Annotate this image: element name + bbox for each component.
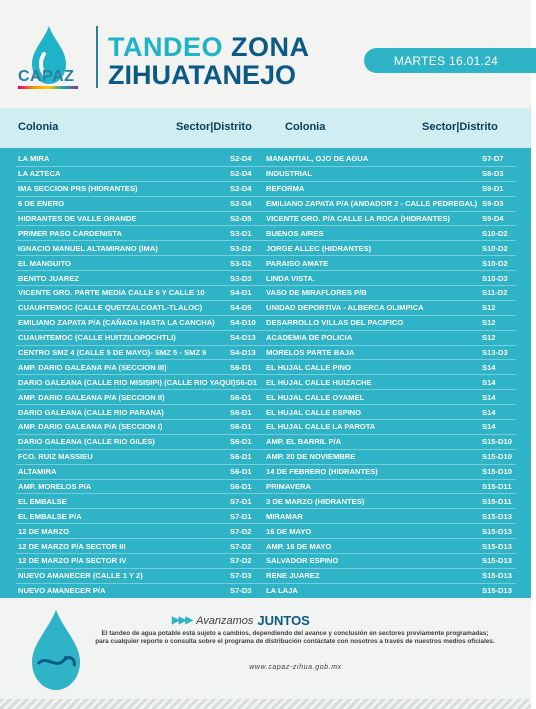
date-badge: MARTES 16.01.24	[364, 48, 536, 73]
colonia-name: UNIDAD DEPORTIVA - ALBERCA OLIMPICA	[266, 303, 424, 313]
sector-code: S7-D2	[230, 541, 252, 551]
sector-code: S6-D1	[230, 422, 252, 432]
table-row	[16, 494, 264, 509]
sector-code: S7-D7	[482, 154, 504, 164]
sector-code: S15-D13	[482, 511, 512, 521]
colonia-name: EMILIANO ZAPATA P/A (ANDADOR 2 - CALLE PEDREGAL)	[266, 199, 478, 209]
left-header-colonia: Colonia	[18, 121, 59, 133]
colonia-name: FCO. RUIZ MASSIEU	[18, 452, 93, 462]
sector-code: S4-D10	[230, 318, 256, 328]
colonia-name: BENITO JUAREZ	[18, 273, 80, 283]
table-row	[264, 212, 516, 227]
table-row	[16, 212, 264, 227]
colonia-name: MIRAMAR	[266, 511, 303, 521]
sector-code: S6-D1	[235, 377, 257, 387]
colonia-name: AMP. 20 DE NOVIEMBRE	[266, 452, 356, 462]
table-row	[264, 554, 516, 569]
colonia-name: ACADEMIA DE POLICIA	[266, 333, 353, 343]
colonia-name: CUAUHTEMOC (CALLE QUETZALCOATL-TLALOC)	[18, 303, 203, 313]
sector-code: S8-D3	[482, 169, 504, 179]
sector-code: S2-D5	[230, 214, 252, 223]
colonia-name: 12 DE MARZO P/A SECTOR III	[18, 541, 126, 551]
table-row	[264, 346, 516, 361]
table-row	[16, 480, 264, 495]
colonia-name: 6 DE ENERO	[18, 199, 64, 209]
table-row	[16, 569, 264, 584]
colonia-name: LA MIRA	[18, 154, 50, 164]
header-divider	[96, 26, 98, 88]
table-row	[16, 554, 264, 569]
slogan	[172, 613, 310, 628]
table-row	[16, 346, 264, 361]
colonia-name: EL EMBALSE P/A	[18, 511, 82, 521]
sector-code: S6-D1	[230, 392, 252, 402]
table-row	[264, 316, 516, 331]
colonia-name: IGNACIO MANUEL ALTAMIRANO (IMA)	[18, 243, 158, 253]
table-row	[264, 226, 516, 241]
colonia-name: EL HUJAL CALLE ESPINO	[266, 407, 362, 417]
colonia-name: LINDA VISTA.	[266, 273, 315, 283]
sector-code: S7-D3	[230, 586, 252, 596]
sector-code: S4-D13	[230, 333, 256, 343]
sector-code: S4-D1	[230, 288, 252, 298]
table-row	[264, 167, 516, 182]
colonia-name: IMA SECCION PRS (HIDRANTES)	[18, 184, 138, 194]
logo-text: CAPAZ	[18, 68, 75, 85]
table-row	[16, 360, 264, 375]
table-row	[264, 539, 516, 554]
sector-code: S14	[482, 407, 496, 417]
colonia-name: 12 DE MARZO	[18, 526, 70, 536]
colonia-name: LA AZTECA	[18, 169, 61, 179]
colonia-name: 12 DE MARZO P/A SECTOR IV	[18, 556, 127, 566]
table-row	[264, 390, 516, 405]
colonia-name: RENE JUAREZ	[266, 571, 320, 581]
table-row	[264, 256, 516, 271]
table-row	[264, 569, 516, 584]
colonia-name: EL HUJAL CALLE HUIZACHE	[266, 377, 372, 387]
footer-pattern	[0, 699, 531, 709]
table-row	[16, 331, 264, 346]
colonia-name: AMP. 16 DE MAYO	[266, 541, 332, 551]
table-row	[16, 450, 264, 465]
sector-code: S3-D3	[230, 273, 252, 283]
colonia-name: EL EMBALSE	[18, 496, 67, 506]
table-row	[16, 539, 264, 554]
table-row	[264, 271, 516, 286]
page-subtitle: ZIHUATANEJO	[108, 60, 296, 90]
sector-code: S9-D1	[482, 184, 504, 194]
sector-code: S7-D1	[230, 511, 252, 521]
sector-code: S10-D2	[482, 228, 508, 238]
table-row	[264, 405, 516, 420]
sector-code: S10-D2	[482, 258, 508, 268]
table-row	[264, 197, 516, 212]
table-row	[264, 480, 516, 495]
sector-code: S3-D1	[230, 228, 252, 238]
table-row	[16, 420, 264, 435]
sector-code: S14	[482, 377, 496, 387]
table-row	[16, 301, 264, 316]
page-title	[108, 34, 310, 61]
sector-code: S6-D1	[230, 482, 252, 492]
colonia-name: NUEVO AMANECER P/A	[18, 586, 106, 596]
colonia-name: AMP. EL BARRIL P/A	[266, 437, 342, 447]
colonia-name: DARIO GALEANA (CALLE RIO GILES)	[18, 437, 155, 447]
sector-code: S2-D4	[230, 199, 252, 209]
title-part1: TANDEO	[108, 32, 223, 62]
table-row	[16, 405, 264, 420]
sector-code: S15-D10	[482, 467, 512, 477]
sector-code: S2-D4	[230, 184, 252, 194]
title-part2: ZONA	[231, 32, 310, 62]
sector-code: S7-D2	[230, 526, 252, 536]
sector-code: S15-D10	[482, 452, 512, 462]
colonia-name: NUEVO AMANECER (CALLE 1 Y 2)	[18, 571, 143, 581]
right-header-colonia: Colonia	[285, 121, 326, 133]
table-row	[16, 316, 264, 331]
table-row	[264, 465, 516, 480]
sector-code: S6-D1	[230, 407, 252, 417]
sector-code: S15-D13	[482, 586, 512, 596]
colonia-name: AMP. DARIO GALEANA P/A (SECCION III)	[18, 362, 167, 372]
table-row	[16, 509, 264, 524]
table-row	[16, 226, 264, 241]
mascot-logo-icon	[26, 608, 86, 692]
sector-code: S15-D13	[482, 556, 512, 566]
table-row	[264, 509, 516, 524]
sector-code: S15-D10	[482, 437, 512, 447]
sector-code: S12	[482, 303, 496, 313]
right-header-sector: Sector|Distrito	[422, 121, 498, 133]
sector-code: S7-D3	[230, 571, 252, 581]
colonia-name: INDUSTRIAL	[266, 169, 312, 179]
colonia-name: CUAUHTEMOC (CALLE HUITZILOPOCHTLI)	[18, 333, 176, 343]
colonia-name: BUENOS AIRES	[266, 228, 324, 238]
colonia-name: AMP. DARIO GALEANA P/A (SECCION II)	[18, 392, 165, 402]
colonia-name: VICENTE GRO. PARTE MEDIA CALLE 6 Y CALLE 10	[18, 288, 205, 298]
colonia-name: AMP. DARIO GALEANA P/A (SECCION I)	[18, 422, 163, 432]
sector-code: S12	[482, 318, 496, 328]
table-row	[264, 301, 516, 316]
sector-code: S10-D2	[482, 243, 508, 253]
schedule-table	[0, 108, 531, 598]
colonia-name: PRIMER PASO CARDENISTA	[18, 228, 122, 238]
colonia-name: ALTAMIRA	[18, 467, 57, 477]
colonia-name: MORELOS PARTE BAJA	[266, 348, 355, 358]
sector-code: S2-D4	[230, 154, 252, 164]
sector-code: S6-D1	[230, 362, 252, 372]
table-row	[16, 256, 264, 271]
table-row	[264, 360, 516, 375]
table-row	[16, 286, 264, 301]
sector-code: S14	[482, 362, 496, 372]
sector-code: S13-D3	[482, 348, 508, 358]
sector-code: S9-D4	[482, 214, 504, 223]
colonia-name: CENTRO SMZ 4 (CALLE 5 DE MAYO)- SMZ 5 - SMZ 9	[18, 348, 207, 358]
header	[0, 0, 531, 108]
colonia-name: DARIO GALEANA (CALLE RIO PARANA)	[18, 407, 164, 417]
table-row	[264, 450, 516, 465]
sector-code: S6-D1	[230, 437, 252, 447]
colonia-name: VICENTE GRO. P/A CALLE LA ROCA (HIDRANTES)	[266, 214, 450, 223]
colonia-name: MANANTIAL, OJO DE AGUA	[266, 154, 369, 164]
sector-code: S4-D5	[230, 303, 252, 313]
sector-code: S12	[482, 333, 496, 343]
left-header-sector: Sector|Distrito	[176, 121, 252, 133]
left-table-panel	[16, 152, 264, 596]
table-row	[16, 465, 264, 480]
sector-code: S7-D2	[230, 556, 252, 566]
website-link[interactable]: www.capaz-zihua.gob.mx	[249, 664, 342, 671]
sector-code: S3-D2	[230, 243, 252, 253]
sector-code: S10-D3	[482, 273, 508, 283]
colonia-name: LA LAJA	[266, 586, 298, 596]
colonia-name: EL MANGUITO	[18, 258, 71, 268]
table-row	[16, 197, 264, 212]
sector-code: S6-D1	[230, 452, 252, 462]
sector-code: S6-D1	[230, 467, 252, 477]
sector-code: S15-D13	[482, 571, 512, 581]
table-row	[16, 271, 264, 286]
colonia-name: EL HUJAL CALLE OYAMEL	[266, 392, 365, 402]
table-row	[264, 435, 516, 450]
table-row	[16, 524, 264, 539]
table-row	[264, 375, 516, 390]
right-table-panel	[264, 152, 516, 596]
table-row	[16, 182, 264, 197]
table-row	[16, 390, 264, 405]
sector-code: S15-D13	[482, 541, 512, 551]
table-row	[16, 375, 264, 390]
sector-code: S14	[482, 422, 496, 432]
sector-code: S2-D4	[230, 169, 252, 179]
colonia-name: HIDRANTES DE VALLE GRANDE	[18, 214, 137, 223]
table-row	[264, 182, 516, 197]
colonia-name: PARAISO AMATE	[266, 258, 329, 268]
arrows-icon: ▶▶▶	[172, 615, 193, 626]
table-row	[264, 420, 516, 435]
table-row	[264, 152, 516, 167]
colonia-name: SALVADOR ESPINO	[266, 556, 339, 566]
table-row	[16, 152, 264, 167]
colonia-name: REFORMA	[266, 184, 305, 194]
sector-code: S4-D13	[230, 348, 256, 358]
table-row	[264, 241, 516, 256]
sector-code: S9-D3	[482, 199, 504, 209]
sector-code: S14	[482, 392, 496, 402]
table-row	[264, 584, 516, 599]
sector-code: S11-D2	[482, 288, 508, 298]
table-row	[16, 435, 264, 450]
sector-code: S15-D11	[482, 482, 512, 492]
sector-code: S3-D2	[230, 258, 252, 268]
sector-code: S15-D13	[482, 526, 512, 536]
sector-code: S7-D1	[230, 496, 252, 506]
colonia-name: JORGE ALLEC (HIDRANTES)	[266, 243, 372, 253]
colonia-name: EL HUJAL CALLE LA PAROTA	[266, 422, 376, 432]
colonia-name: DESARROLLO VILLAS DEL PACIFICO	[266, 318, 404, 328]
table-row	[264, 286, 516, 301]
slogan-part1: Avanzamos	[196, 614, 254, 627]
colonia-name: PRIMAVERA	[266, 482, 312, 492]
colonia-name: AMP. MORELOS P/A	[18, 482, 92, 492]
colonia-name: 3 DE MARZO (HIDRANTES)	[266, 496, 365, 506]
colonia-name: DARIO GALEANA (CALLE RIO MISISIPI) (CALLE RIO YAQUI)	[18, 377, 236, 387]
colonia-name: VASO DE MIRAFLORES P/B	[266, 288, 367, 298]
table-row	[16, 584, 264, 599]
colonia-name: 16 DE MAYO	[266, 526, 312, 536]
colonia-name: EMILIANO ZAPATA P/A (CAÑADA HASTA LA CANCHA)	[18, 318, 215, 328]
sector-code: S15-D11	[482, 496, 512, 506]
disclaimer-note: El tandeo de agua potable está sujeto a cambios, dependiendo del avance y conclusión en sectores previamente programadas; para cualquier reporte o consulta sobre el programa de distribución contáctate con nosotros a través de nuestros medios oficiales.	[95, 630, 495, 645]
logo-color-bar	[18, 86, 78, 89]
colonia-name: 14 DE FEBRERO (HIDRANTES)	[266, 467, 378, 477]
table-row	[264, 494, 516, 509]
table-row	[16, 241, 264, 256]
table-row	[16, 167, 264, 182]
table-row	[264, 524, 516, 539]
colonia-name: EL HUJAL CALLE PINO	[266, 362, 351, 372]
table-row	[264, 331, 516, 346]
footer	[0, 598, 531, 709]
slogan-part2: JUNTOS	[257, 613, 310, 628]
